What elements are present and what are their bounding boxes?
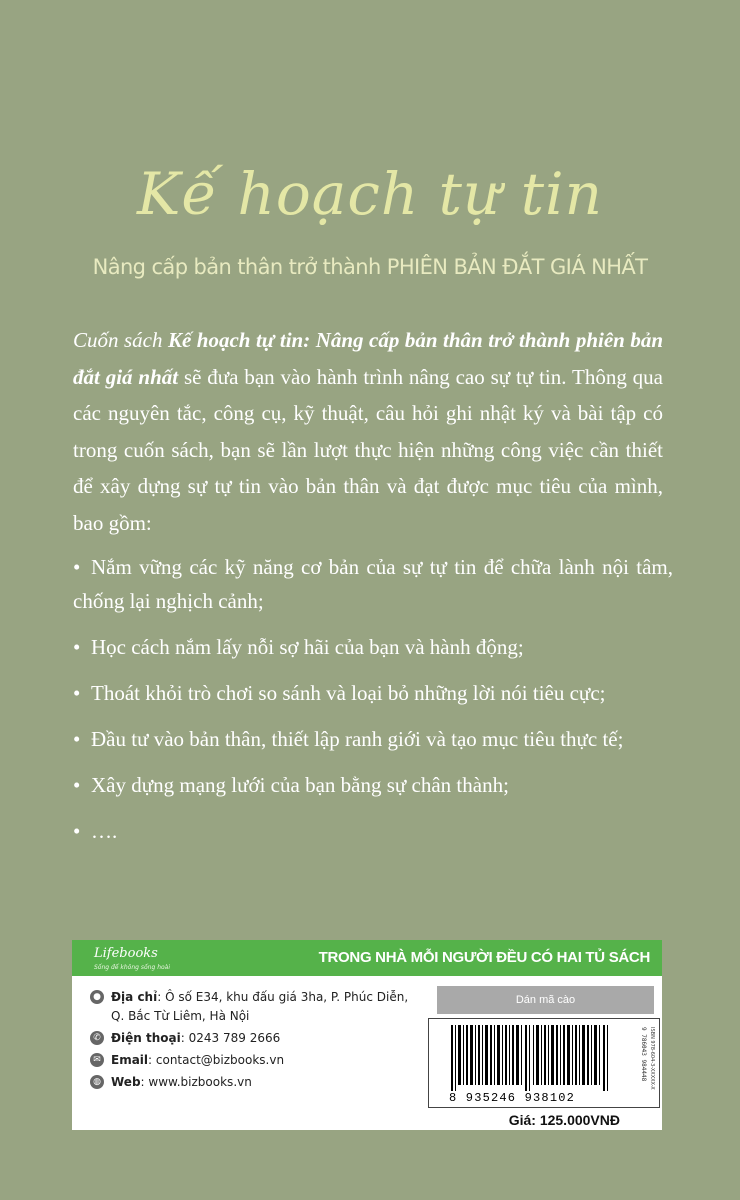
barcode — [428, 1018, 660, 1108]
barcode-bars — [451, 1025, 611, 1091]
address-row: ● Địa chỉ: Ô số E34, khu đấu giá 3ha, P. Phúc Diễn, Q. Bắc Từ Liêm, Hà Nội — [90, 988, 420, 1026]
blurb-body: sẽ đưa bạn vào hành trình nâng cao sự tự tin. Thông qua các nguyên tắc, công cụ, kỹ thuật, câu hỏi ghi nhật ký và bài tập có trong cuốn sách, bạn sẽ lần lượt thực hiện những công việc cần thiết để xây dựng sự tự tin vào bản thân và đạt được mục tiêu của mình, bao gồm: — [73, 364, 663, 535]
blurb-book-title: Kế hoạch tự tin: Nâng cấp bản thân trở thành phiên bản đắt giá nhất — [73, 328, 663, 389]
list-item: • Xây dựng mạng lưới của bạn bằng sự chân thành; — [73, 773, 509, 797]
publisher-banner — [72, 940, 662, 976]
phone-row: ✆ Điện thoại: 0243 789 2666 — [90, 1029, 420, 1048]
publisher-slogan: TRONG NHÀ MỖI NGƯỜI ĐỀU CÓ HAI TỦ SÁCH — [318, 949, 650, 966]
isbn-text: ISBN 978-604-3-XXXXX-X — [649, 1027, 655, 1090]
price-label: Giá: 125.000VNĐ — [508, 1112, 620, 1128]
location-pin-icon: ● — [90, 990, 104, 1004]
list-item: • Thoát khỏi trò chơi so sánh và loại bỏ những lời nói tiêu cực; — [73, 681, 606, 705]
blurb-paragraph — [73, 322, 663, 541]
email-row: ✉ Email: contact@bizbooks.vn — [90, 1051, 420, 1070]
list-item: • Đầu tư vào bản thân, thiết lập ranh giới và tạo mục tiêu thực tế; — [73, 727, 624, 751]
list-item: • Nắm vững các kỹ năng cơ bản của sự tự tin để chữa lành nội tâm, chống lại nghịch cảnh; — [73, 555, 673, 613]
list-item: • Học cách nắm lấy nỗi sợ hãi của bạn và hành động; — [73, 635, 524, 659]
cover-title: Kế hoạch tự tin — [137, 160, 603, 228]
email-icon: ✉ — [90, 1053, 104, 1067]
cover-subtitle: Nâng cấp bản thân trở thành PHIÊN BẢN ĐẮT GIÁ NHẤT — [92, 255, 648, 279]
globe-icon: ◍ — [90, 1075, 104, 1089]
barcode-side-number: 9 786043 984448 — [640, 1027, 647, 1082]
scratch-code-sticker: Dán mã cào — [437, 986, 654, 1014]
publisher-logo-tagline: Sống để không sống hoài — [94, 964, 171, 971]
benefit-list — [73, 550, 673, 860]
phone-icon: ✆ — [90, 1031, 104, 1045]
blurb-intro: Cuốn sách — [73, 328, 168, 352]
publisher-logo: Lifebooks — [94, 946, 158, 961]
list-item: • …. — [73, 819, 118, 843]
publisher-panel — [72, 940, 662, 1130]
contact-info — [90, 988, 420, 1095]
barcode-number: 8 935246 938102 — [449, 1091, 576, 1105]
web-row: ◍ Web: www.bizbooks.vn — [90, 1073, 420, 1092]
